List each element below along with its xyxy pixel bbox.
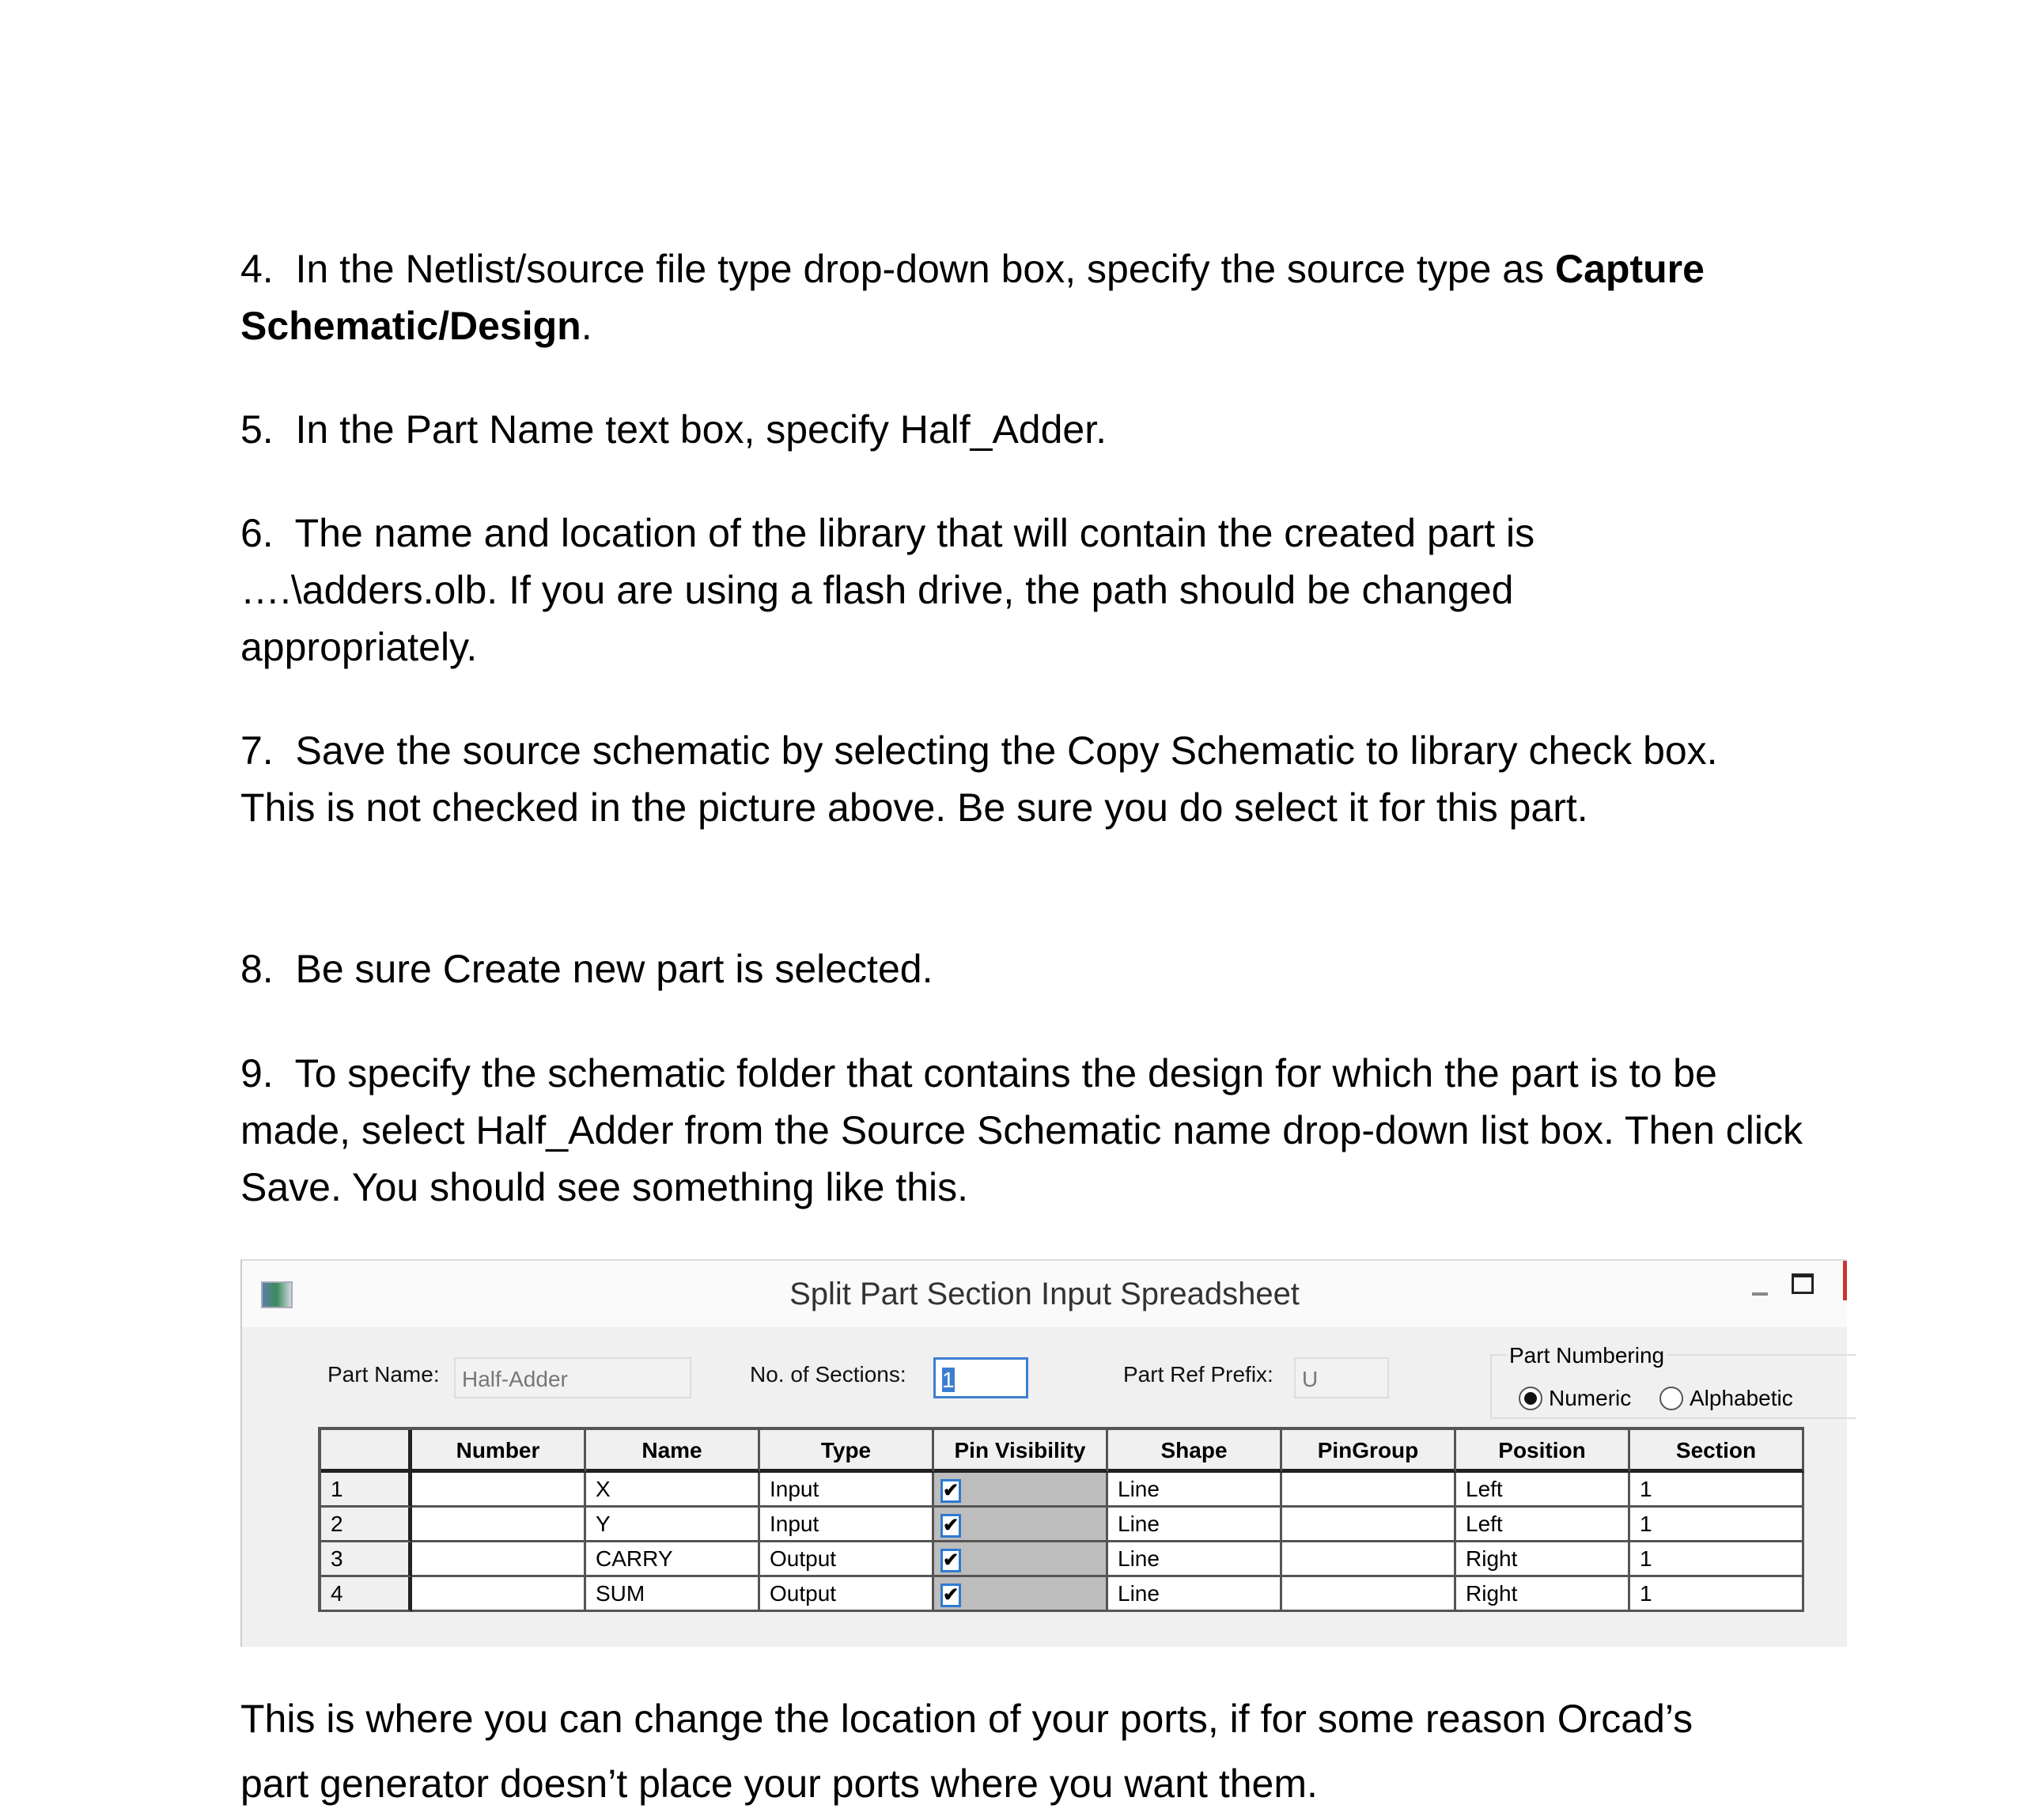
step-5 (240, 401, 1886, 458)
table-row (321, 1473, 1804, 1508)
pingroup-cell[interactable] (1282, 1473, 1456, 1508)
row-header[interactable]: 3 (321, 1542, 412, 1577)
step-8 (240, 940, 1886, 997)
number-cell[interactable] (412, 1508, 586, 1542)
section-cell[interactable]: 1 (1630, 1542, 1804, 1577)
number-cell[interactable] (412, 1542, 586, 1577)
column-header-name[interactable]: Name (586, 1430, 760, 1473)
part-numbering-label: Part Numbering (1506, 1343, 1667, 1368)
column-header-pingroup[interactable]: PinGroup (1282, 1430, 1456, 1473)
shape-cell[interactable]: Line (1108, 1542, 1282, 1577)
pingroup-cell[interactable] (1282, 1542, 1456, 1577)
step-text: . (581, 304, 592, 348)
row-header[interactable]: 2 (321, 1508, 412, 1542)
radio-label: Numeric (1549, 1386, 1632, 1410)
column-header-section[interactable]: Section (1630, 1430, 1804, 1473)
row-header[interactable]: 4 (321, 1577, 412, 1612)
step-text: To specify the schematic folder that contains the design for which the part is to be made, select Half_Adder from the Source Schematic name drop-down list box. Then click Save. You should see something like this. (240, 1051, 1803, 1209)
pin-visibility-cell[interactable] (934, 1542, 1108, 1577)
radio-unselected-icon (1659, 1387, 1683, 1410)
ref-prefix-label: Part Ref Prefix: (1123, 1362, 1273, 1387)
radio-alphabetic[interactable] (1659, 1386, 1793, 1411)
split-part-dialog (240, 1259, 1847, 1647)
row-header-corner (321, 1430, 412, 1473)
step-text: The name and location of the library that will contain the created part is ….\adders.olb. If you are using a flash drive, the path should be changed appropriately. (240, 511, 1535, 669)
table-row (321, 1508, 1804, 1542)
part-name-label: Part Name: (327, 1362, 440, 1387)
maximize-icon[interactable] (1792, 1273, 1814, 1294)
pin-visibility-cell[interactable] (934, 1577, 1108, 1612)
shape-cell[interactable]: Line (1108, 1577, 1282, 1612)
step-7 (240, 722, 1743, 836)
step-4 (240, 240, 1886, 354)
checkbox-checked-icon[interactable]: ✔ (940, 1479, 961, 1503)
pingroup-cell[interactable] (1282, 1508, 1456, 1542)
name-cell[interactable]: SUM (586, 1577, 760, 1612)
step-number: 7. (240, 728, 274, 773)
dialog-title: Split Part Section Input Spreadsheet (789, 1277, 1300, 1311)
shape-cell[interactable]: Line (1108, 1508, 1282, 1542)
step-number: 9. (240, 1051, 274, 1095)
radio-selected-icon (1519, 1387, 1542, 1410)
type-cell[interactable]: Input (760, 1508, 934, 1542)
type-cell[interactable]: Output (760, 1577, 934, 1612)
number-cell[interactable] (412, 1473, 586, 1508)
section-cell[interactable]: 1 (1630, 1508, 1804, 1542)
radio-label: Alphabetic (1690, 1386, 1793, 1410)
type-cell[interactable]: Output (760, 1542, 934, 1577)
column-header-type[interactable]: Type (760, 1430, 934, 1473)
column-header-shape[interactable]: Shape (1108, 1430, 1282, 1473)
step-text: In the Netlist/source file type drop-down box, specify the source type as (295, 247, 1555, 291)
checkbox-checked-icon[interactable]: ✔ (940, 1549, 961, 1572)
sections-label: No. of Sections: (750, 1362, 906, 1387)
pin-spreadsheet (318, 1427, 1804, 1612)
column-header-pin-visibility[interactable]: Pin Visibility (934, 1430, 1108, 1473)
section-cell[interactable]: 1 (1630, 1473, 1804, 1508)
checkbox-checked-icon[interactable]: ✔ (940, 1584, 961, 1607)
closing-text: This is where you can change the location of your ports, if for some reason Orcad’s part generator doesn’t place your ports where you want them. (240, 1697, 1693, 1806)
step-6 (240, 505, 1712, 675)
shape-cell[interactable]: Line (1108, 1473, 1282, 1508)
step-bold-text: Capture Schematic/Design (240, 247, 1705, 348)
table-row (321, 1542, 1804, 1577)
column-header-number[interactable]: Number (412, 1430, 586, 1473)
position-cell[interactable]: Left (1456, 1508, 1630, 1542)
step-9 (240, 1045, 1815, 1216)
part-name-field[interactable]: Half-Adder (454, 1357, 691, 1398)
step-text: In the Part Name text box, specify Half_Adder. (295, 407, 1107, 452)
sections-value: 1 (942, 1368, 955, 1392)
pingroup-cell[interactable] (1282, 1577, 1456, 1612)
position-cell[interactable]: Left (1456, 1473, 1630, 1508)
name-cell[interactable]: Y (586, 1508, 760, 1542)
title-bar (242, 1261, 1847, 1327)
close-button-edge[interactable] (1843, 1261, 1847, 1300)
minimize-icon[interactable] (1752, 1292, 1768, 1296)
name-cell[interactable]: X (586, 1473, 760, 1508)
number-cell[interactable] (412, 1577, 586, 1612)
ref-prefix-field[interactable]: U (1294, 1357, 1389, 1398)
step-number: 4. (240, 247, 274, 291)
step-text: Save the source schematic by selecting the Copy Schematic to library check box. This is not checked in the picture above. Be sure you do select it for this part. (240, 728, 1718, 830)
table-row (321, 1577, 1804, 1612)
position-cell[interactable]: Right (1456, 1577, 1630, 1612)
pin-visibility-cell[interactable] (934, 1508, 1108, 1542)
table-header-row (321, 1430, 1804, 1473)
row-header[interactable]: 1 (321, 1473, 412, 1508)
column-header-position[interactable]: Position (1456, 1430, 1630, 1473)
position-cell[interactable]: Right (1456, 1542, 1630, 1577)
pin-visibility-cell[interactable] (934, 1473, 1108, 1508)
step-number: 5. (240, 407, 274, 452)
name-cell[interactable]: CARRY (586, 1542, 760, 1577)
step-text: Be sure Create new part is selected. (295, 947, 933, 991)
sections-field[interactable] (933, 1357, 1028, 1398)
section-cell[interactable]: 1 (1630, 1577, 1804, 1612)
type-cell[interactable]: Input (760, 1473, 934, 1508)
step-number: 8. (240, 947, 274, 991)
checkbox-checked-icon[interactable]: ✔ (940, 1514, 961, 1538)
step-number: 6. (240, 511, 274, 555)
radio-numeric[interactable] (1519, 1386, 1631, 1411)
